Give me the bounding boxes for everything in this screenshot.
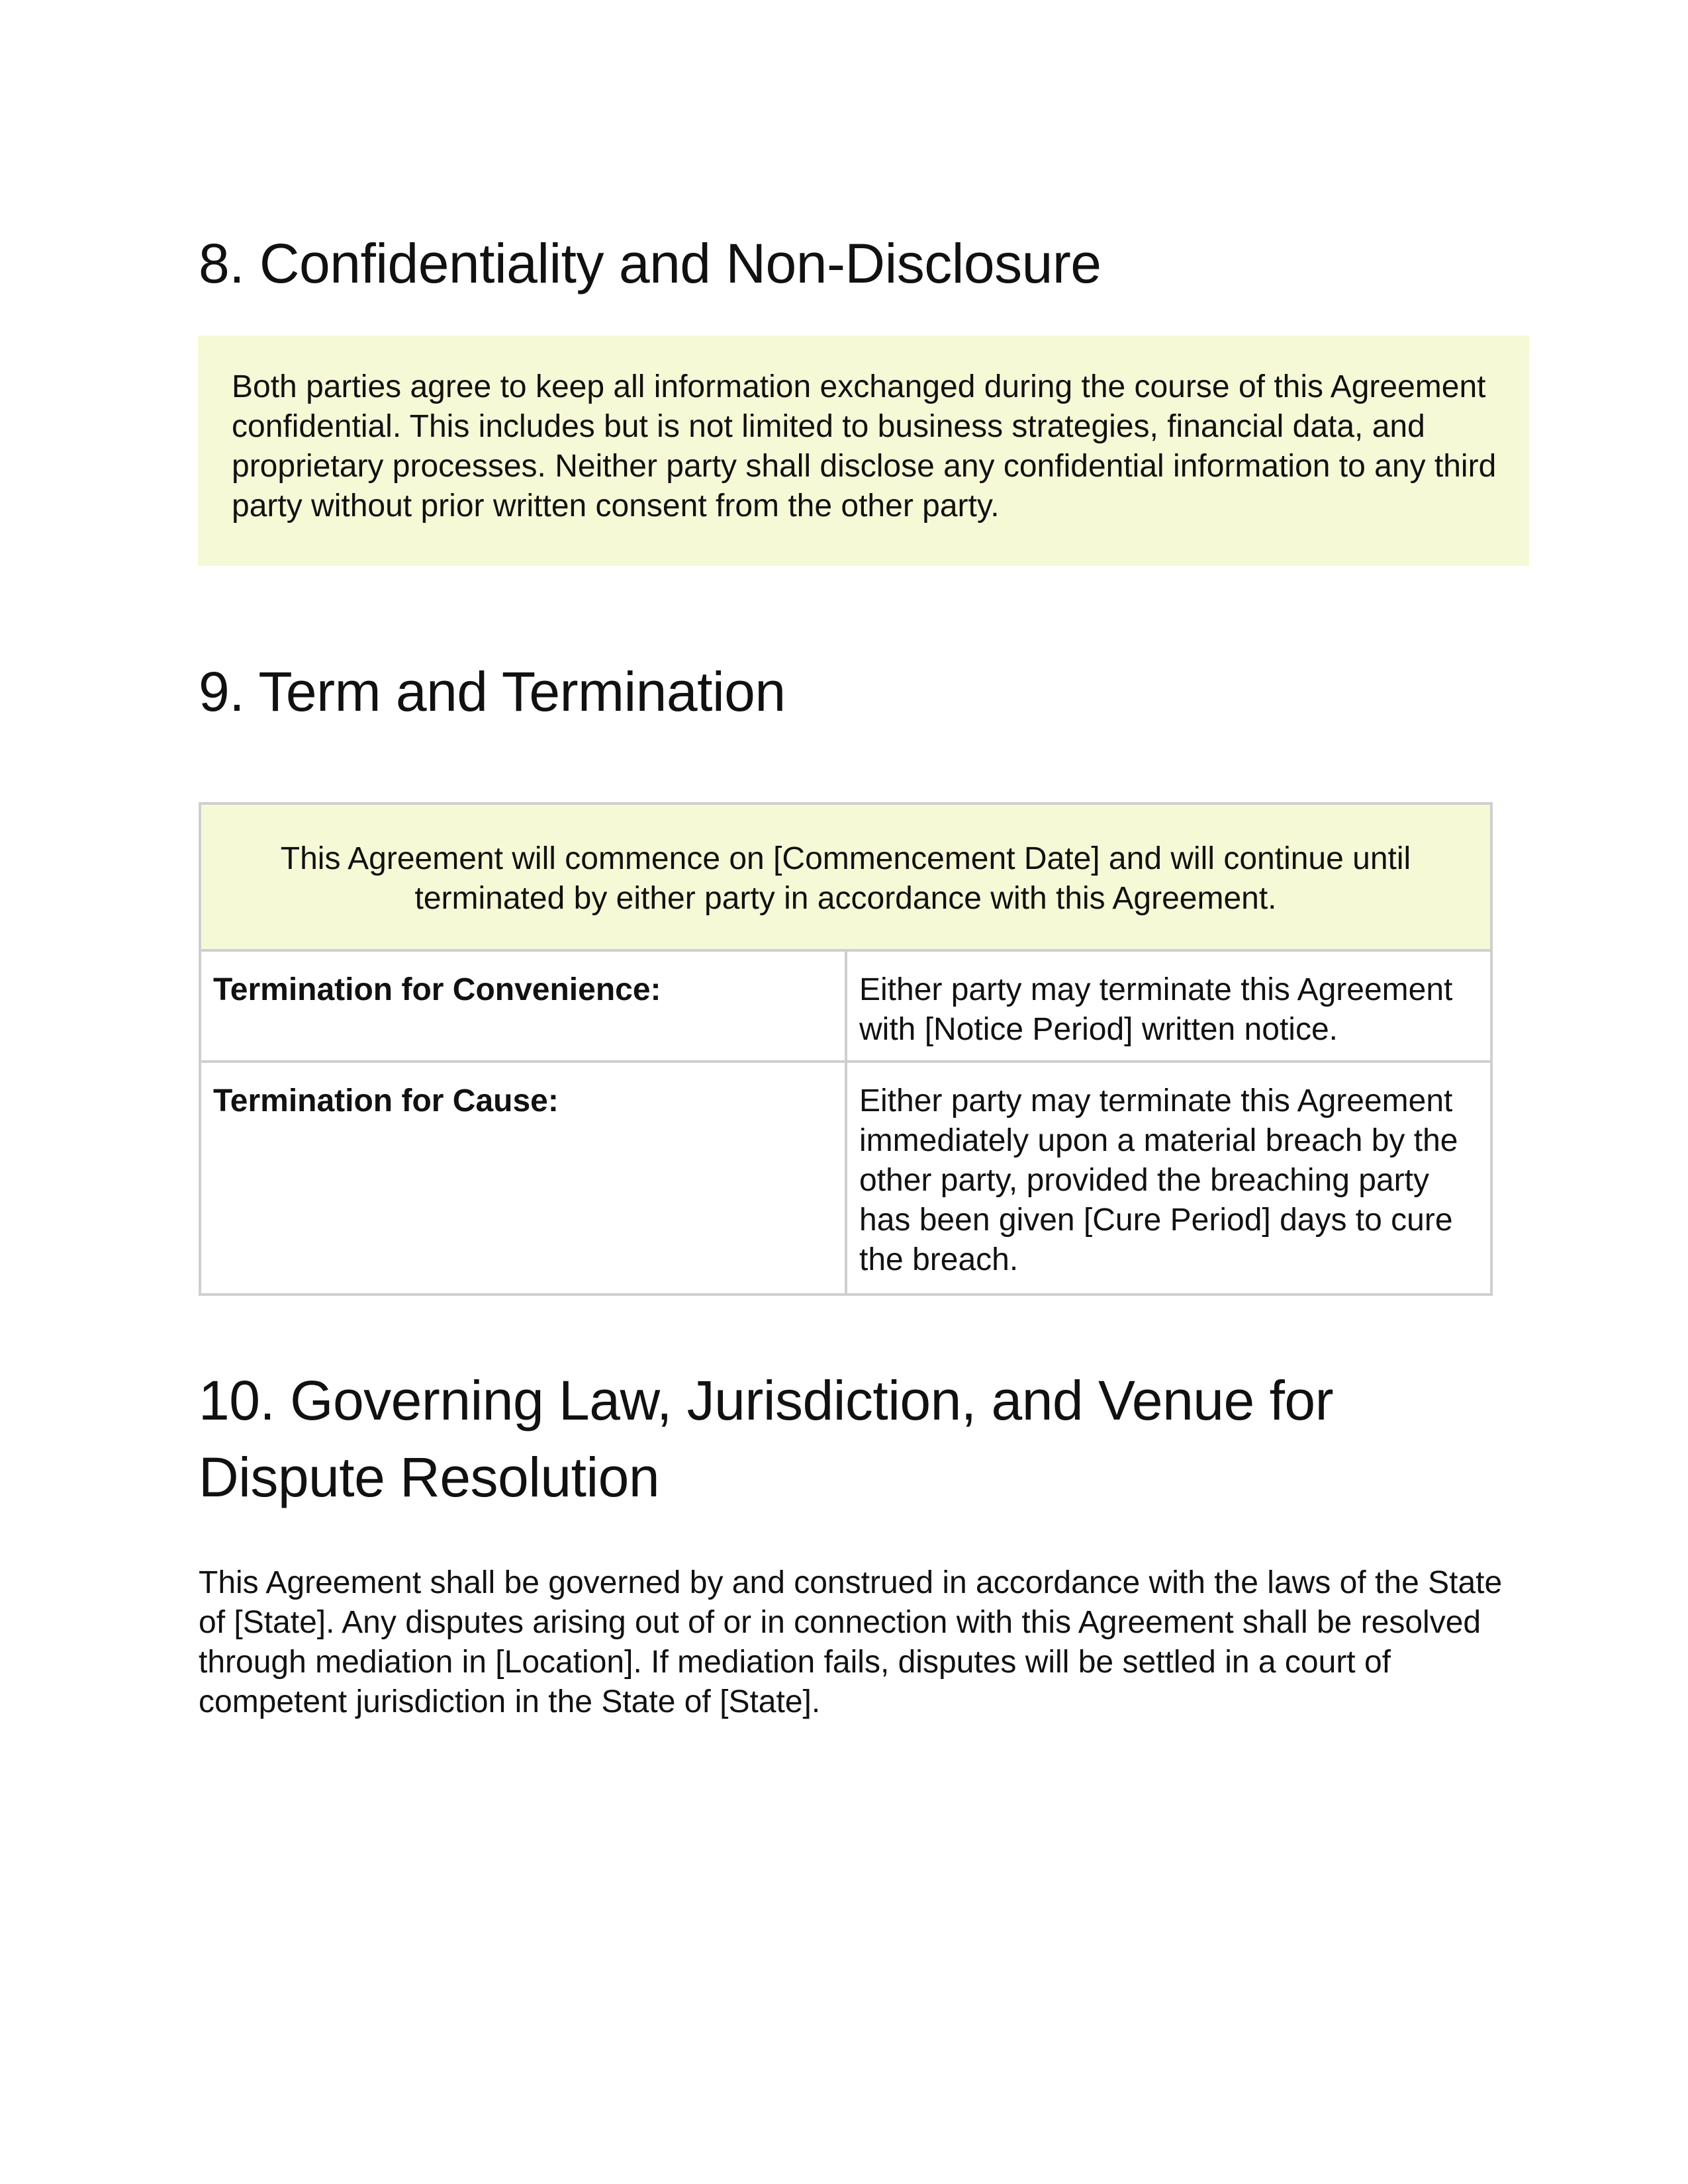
table-row xyxy=(200,950,1491,1062)
table-row xyxy=(200,1062,1491,1295)
section-10-heading-line1: 10. Governing Law, Jurisdiction, and Venue for xyxy=(199,1369,1334,1432)
governing-law-paragraph: This Agreement shall be governed by and construed in accordance with the laws of the State of [State]. Any disputes arising out of or in connection with this Agreement shall be resolved through mediation in [Location]. If mediation fails, disputes will be settled in a court of competent jurisdiction in the State of [State]. xyxy=(199,1565,1503,1719)
termination-cause-description: Either party may terminate this Agreement immediately upon a material breach by the other party, provided the breaching party has been given [Cure Period] days to cure the breach. xyxy=(846,1062,1491,1295)
section-9-heading: 9. Term and Termination xyxy=(199,660,786,723)
confidentiality-callout-box xyxy=(198,336,1529,566)
section-10-heading-line2: Dispute Resolution xyxy=(199,1446,660,1508)
section-10-heading xyxy=(199,1362,1333,1516)
termination-cause-label: Termination for Cause: xyxy=(200,1062,846,1295)
confidentiality-text: Both parties agree to keep all information exchanged during the course of this Agreement confidential. This includes but is not limited to business strategies, financial data, and proprietary processes. Neither party shall disclose any confidential information to any third party without prior written consent from the other party. xyxy=(232,369,1497,523)
section-8-heading: 8. Confidentiality and Non-Disclosure xyxy=(199,232,1102,295)
term-intro-cell: This Agreement will commence on [Commencement Date] and will continue until terminated by either party in accordance with this Agreement. xyxy=(200,803,1491,950)
termination-convenience-label: Termination for Convenience: xyxy=(200,950,846,1062)
term-termination-table xyxy=(199,802,1493,1296)
table-intro-row xyxy=(200,803,1491,950)
termination-convenience-description: Either party may terminate this Agreement with [Notice Period] written notice. xyxy=(846,950,1491,1062)
